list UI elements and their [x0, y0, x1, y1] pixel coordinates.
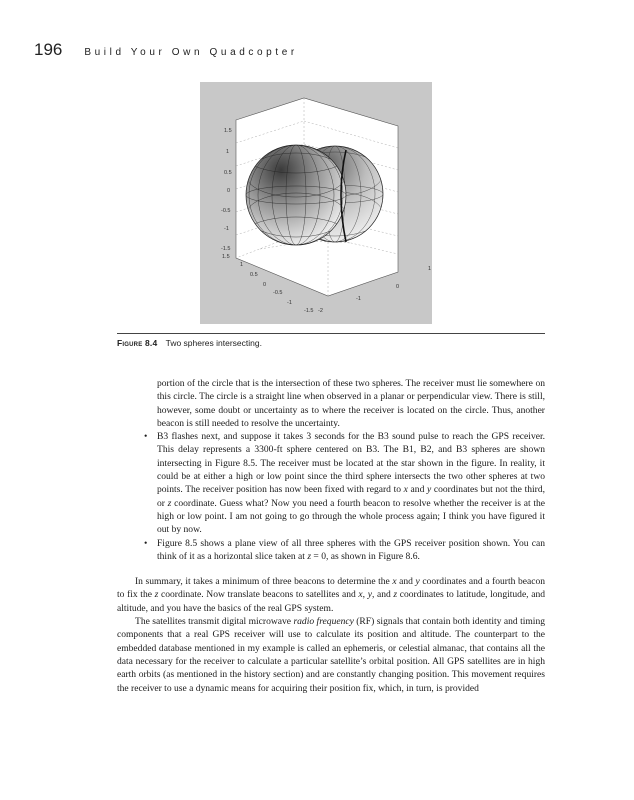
list-item: • Figure 8.5 shows a plane view of all three spheres with the GPS receiver position shown. You can think of it as a horizontal slice taken at z = 0, as shown in Figure 8.6.	[144, 537, 545, 562]
y-tick: 1	[240, 262, 244, 268]
z-tick: 0.5	[224, 170, 232, 176]
figure-caption	[117, 338, 262, 348]
y-tick: -0.5	[273, 290, 283, 296]
satellites-paragraph: The satellites transmit digital microwave radio frequency (RF) signals that contain both identity and timing components that a real GPS receiver will use to calculate its position and altitude. The counterpart to the embedded database mentioned in my example is called an ephemeris, or celestial almanac, that contains all the data necessary for the receiver to calculate a particular satellite’s orbital position. All GPS satellites are in high earth orbits (as mentioned in the history section) and are constantly changing position. This movement requires the receiver to use a dynamic means for acquiring their position fix, which, in turn, is provided	[117, 616, 545, 694]
continuation-paragraph: portion of the circle that is the intersection of these two spheres. The receiver must lie somewhere on this circle. The circle is a straight line when observed in a planar or perpendicular view. There is still, however, some doubt or uncertainty as to where the receiver is located on the circle. Thus, another beacon is still needed to resolve the uncertainty.	[157, 378, 545, 429]
y-tick: 1.5	[222, 254, 230, 260]
z-tick: 0	[227, 188, 231, 194]
figure-caption-text: Two spheres intersecting.	[165, 338, 262, 348]
bullet-list	[144, 430, 545, 563]
y-tick: 0.5	[250, 272, 258, 278]
bullet-icon: •	[144, 537, 148, 549]
z-tick: -1	[224, 226, 229, 232]
x-tick: 0	[396, 284, 400, 290]
x-tick: 1	[428, 266, 432, 272]
page-number: 196	[34, 40, 63, 59]
y-tick: -1.5	[304, 308, 314, 314]
running-title: Build Your Own Quadcopter	[84, 47, 298, 58]
summary-paragraph: In summary, it takes a minimum of three beacons to determine the x and y coordinates and a fourth beacon to fix the z coordinate. Now translate beacons to satellites and x, y, and z coordinates to latitude, longitude, and altitude, and you have the basics of the real GPS system.	[117, 576, 545, 614]
figure-rule	[117, 333, 545, 334]
z-tick: -0.5	[221, 208, 231, 214]
figure-label: Figure 8.4	[117, 338, 158, 348]
sphere-plot	[200, 82, 432, 324]
page-header	[34, 40, 298, 60]
y-tick: -1	[287, 300, 292, 306]
z-tick: 1.5	[224, 128, 232, 134]
list-item: • B3 flashes next, and suppose it takes 3 seconds for the B3 sound pulse to reach the GPS receiver. This delay represents a 3300-ft sphere centered on B3. The B1, B2, and B3 spheres are shown intersecting in Figure 8.5. The receiver must be located at the star shown in the figure. In reality, it could be at either a high or low point since the third sphere intersects the two other spheres at two points. The receiver position has now been fixed with regard to x and y coordinates but not the third, or z coordinate. Guess what? Now you need a fourth beacon to resolve whether the receiver is at the high or low point. I am not going to go through the whole process again; I think you have figured it out by now.	[144, 431, 545, 536]
body-text	[117, 377, 545, 695]
z-tick: 1	[226, 149, 230, 155]
y-tick: 0	[263, 282, 267, 288]
x-tick: -1	[356, 296, 361, 302]
bullet-icon: •	[144, 431, 148, 443]
z-tick: -1.5	[221, 246, 231, 252]
figure-image	[200, 82, 432, 324]
x-tick: -2	[318, 308, 323, 314]
indented-block	[117, 377, 545, 563]
